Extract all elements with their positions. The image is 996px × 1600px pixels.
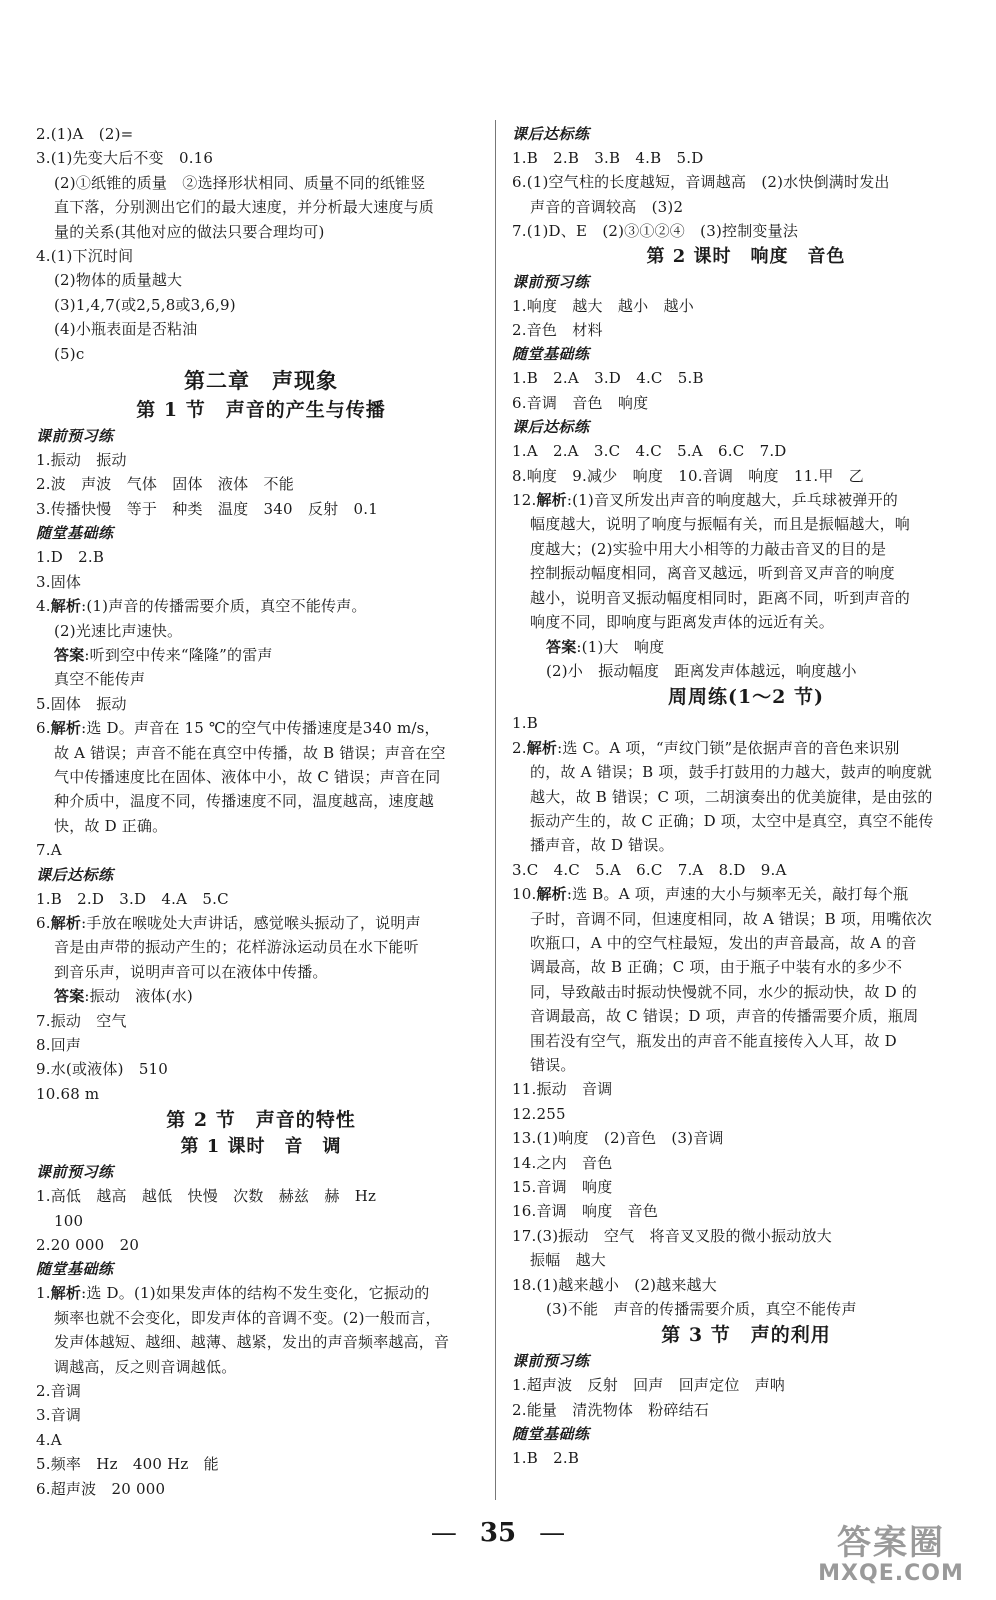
answer-line: 8.响度 9.减少 响度 10.音调 响度 11.甲 乙 (512, 466, 864, 485)
watermark-top: 答案圈 (837, 1523, 945, 1563)
section-label: 随堂基础练 (512, 345, 590, 364)
answer-line: 4.(1)下沉时间 (36, 247, 134, 266)
answer-line: 16.音调 响度 音色 (512, 1202, 659, 1221)
answer-line: (4)小瓶表面是否粘油 (54, 320, 198, 339)
answer-line: 围若没有空气，瓶发出的声音不能直接传入人耳，故 D (530, 1031, 897, 1050)
answer-line: 8.回声 (36, 1036, 82, 1054)
answer-line: 3.传播快慢 等于 种类 温度 340 反射 0.1 (36, 499, 378, 518)
answer-line: 吹瓶口，A 中的空气柱最短，发出的声音最高，故 A 的音 (530, 933, 917, 952)
section-title: 第 2 节 声音的特性 (166, 1109, 356, 1132)
answer-line: 播声音，故 D 错误。 (530, 836, 674, 855)
answer-line: 振动产生的，故 C 正确；D 项，太空中是真空，真空不能传 (530, 811, 934, 830)
answer-line: 3.固体 (36, 572, 82, 591)
section-label: 课前预习练 (36, 427, 114, 446)
answer-line: 振幅 越大 (530, 1251, 607, 1270)
answer-line: 幅度越大，说明了响度与振幅有关，而且是振幅越大，响 (530, 515, 911, 534)
answer-line: 11.振动 音调 (512, 1080, 613, 1099)
answer-line: 快，故 D 正确。 (54, 816, 168, 835)
section-label: 课后达标练 (512, 418, 590, 437)
section-title: 第 3 节 声的利用 (661, 1324, 831, 1347)
answer-line: 2.波 声波 气体 固体 液体 不能 (36, 475, 294, 494)
answer-line: 4.A (36, 1430, 62, 1449)
answer-line: 答案:振动 液体(水) (54, 987, 193, 1006)
answer-line: 的，故 A 错误；B 项，鼓手打鼓用的力越大，鼓声的响度就 (530, 763, 932, 782)
page-number: 35 (479, 1518, 517, 1548)
section-label: 课后达标练 (36, 865, 114, 884)
answer-line: 2.音调 (36, 1382, 82, 1401)
answer-line: (3)不能 声音的传播需要介质，真空不能传声 (546, 1300, 857, 1319)
answer-line: 2.能量 清洗物体 粉碎结石 (512, 1400, 710, 1419)
section-title: 周周练(1～2 节) (667, 686, 825, 709)
right-column (512, 122, 980, 1471)
answer-line: 气中传播速度比在固体、液体中小，故 C 错误；声音在同 (54, 767, 441, 786)
answer-line: 7.振动 空气 (36, 1011, 127, 1030)
answer-line: 1.B 2.A 3.D 4.C 5.B (512, 369, 704, 388)
section-label: 课前预习练 (512, 1352, 590, 1371)
answer-line: 12.解析:(1)音叉所发出声音的响度越大，乒乓球被弹开的 (512, 491, 898, 510)
answer-line: 7.A (36, 841, 62, 860)
answer-line: 3.(1)先变大后不变 0.16 (36, 149, 214, 168)
answer-line: 调最高，故 B 正确；C 项，由于瓶子中装有水的多少不 (530, 958, 903, 977)
lesson-title: 第 1 课时 音 调 (180, 1136, 342, 1158)
answer-line: 1.解析:选 D。(1)如果发声体的结构不发生变化，它振动的 (36, 1284, 430, 1303)
section-label: 随堂基础练 (512, 1425, 590, 1444)
answer-line: 越大，故 B 错误；C 项，二胡演奏出的优美旋律，是由弦的 (530, 787, 933, 806)
section-label: 课前预习练 (512, 272, 590, 291)
answer-line: 1.D 2.B (36, 548, 105, 567)
answer-line: 17.(3)振动 空气 将音叉叉股的微小振动放大 (512, 1226, 832, 1245)
answer-line: 6.解析:手放在喉咙处大声讲话，感觉喉头振动了，说明声 (36, 913, 421, 932)
answer-line: 1.高低 越高 越低 快慢 次数 赫兹 赫 Hz (36, 1187, 377, 1206)
answer-line: 12.255 (512, 1104, 566, 1123)
answer-line: 错误。 (530, 1056, 576, 1074)
watermark-bottom: MXQE.COM (818, 1561, 964, 1586)
lesson-title: 第 2 课时 响度 音色 (646, 245, 846, 267)
answer-line: 10.解析:选 B。A 项，声速的大小与频率无关，敲打每个瓶 (512, 885, 909, 904)
answer-line: 控制振动幅度相同，离音叉越远，听到音叉声音的响度 (530, 564, 895, 583)
answer-line: 1.A 2.A 3.C 4.C 5.A 6.C 7.D (512, 442, 787, 461)
column-divider (495, 120, 496, 1500)
answer-line: 1.B 2.B 3.B 4.B 5.D (512, 149, 704, 167)
answer-line: 5.固体 振动 (36, 694, 127, 713)
answer-line: 7.(1)D、E (2)③①②④ (3)控制变量法 (512, 222, 799, 241)
answer-line: 3.C 4.C 5.A 6.C 7.A 8.D 9.A (512, 860, 787, 879)
answer-line: 音是由声带的振动产生的；花样游泳运动员在水下能听 (54, 938, 419, 957)
answer-line: 答案:听到空中传来“隆隆”的雷声 (54, 645, 273, 664)
answer-line: 15.音调 响度 (512, 1178, 613, 1197)
answer-line: 4.解析:(1)声音的传播需要介质，真空不能传声。 (36, 597, 367, 616)
answer-line: (2)小 振动幅度 距离发声体越远，响度越小 (546, 661, 857, 680)
watermark-logo (806, 1524, 976, 1586)
section-title: 第 1 节 声音的产生与传播 (136, 399, 386, 422)
answer-line: 2.解析:选 C。A 项，“声纹门锁”是依据声音的音色来识别 (512, 738, 900, 757)
answer-line: 18.(1)越来越小 (2)越来越大 (512, 1275, 717, 1294)
answer-line: 响度不同，即响度与距离发声体的远近有关。 (530, 613, 835, 632)
answer-line: 调越高，反之则音调越低。 (54, 1357, 237, 1376)
answer-line: 6.超声波 20 000 (36, 1479, 166, 1498)
answer-line: 1.B 2.D 3.D 4.A 5.C (36, 889, 229, 908)
answer-line: 直下落，分别测出它们的最大速度，并分析最大速度与质 (54, 198, 435, 217)
answer-line: 子时，音调不同，但速度相同，故 A 错误；B 项，用嘴依次 (530, 909, 932, 928)
answer-line: 2.20 000 20 (36, 1236, 140, 1255)
answer-line: 10.68 m (36, 1084, 100, 1103)
answer-line: 量的关系(其他对应的做法只要合理均可) (54, 222, 325, 241)
answer-line: 故 A 错误；声音不能在真空中传播，故 B 错误；声音在空 (54, 743, 446, 762)
answer-line: (2)①纸锥的质量 ②选择形状相同、质量不同的纸锥竖 (54, 173, 426, 192)
answer-line: 1.超声波 反射 回声 回声定位 声呐 (512, 1376, 786, 1395)
answer-line: 越小，说明音叉振动幅度相同时，距离不同，听到声音的 (530, 588, 911, 607)
answer-line: 13.(1)响度 (2)音色 (3)音调 (512, 1129, 724, 1148)
answer-line: 6.解析:选 D。声音在 15 ℃的空气中传播速度是340 m/s， (36, 719, 440, 738)
section-label: 随堂基础练 (36, 524, 114, 543)
footer-dash-right: — (539, 1518, 566, 1548)
answer-line: 频率也就不会变化，即发声体的音调不变。(2)一般而言， (54, 1308, 441, 1327)
footer-dash-left: — (430, 1518, 457, 1548)
answer-line: 真空不能传声 (54, 670, 146, 689)
left-column (36, 122, 486, 1501)
answer-line: 度越大；(2)实验中用大小相等的力敲击音叉的目的是 (530, 539, 887, 558)
answer-line: 1.B (512, 714, 538, 733)
answer-line: 音调最高，故 C 错误；D 项，声音的传播需要介质，瓶周 (530, 1007, 919, 1026)
answer-line: (3)1,4,7(或2,5,8或3,6,9) (54, 295, 236, 314)
answer-line: 9.水(或液体) 510 (36, 1060, 169, 1079)
answer-line: (2)物体的质量越大 (54, 271, 183, 290)
answer-line: 3.音调 (36, 1406, 82, 1425)
chapter-title: 第二章 声现象 (184, 368, 338, 394)
section-label: 课前预习练 (36, 1163, 114, 1182)
answer-line: 1.响度 越大 越小 越小 (512, 296, 694, 315)
answer-line: (5)c (54, 344, 85, 363)
answer-line: 种介质中，温度不同，传播速度不同，温度越高，速度越 (54, 792, 435, 811)
answer-line: 发声体越短、越细、越薄、越紧，发出的声音频率越高，音 (54, 1333, 450, 1352)
answer-line: 答案:(1)大 响度 (546, 637, 665, 656)
answer-line: 5.频率 Hz 400 Hz 能 (36, 1455, 219, 1474)
answer-line: 1.B 2.B (512, 1449, 580, 1468)
answer-line: 到音乐声，说明声音可以在液体中传播。 (54, 962, 328, 981)
answer-line: 6.(1)空气柱的长度越短，音调越高 (2)水快倒满时发出 (512, 173, 890, 192)
answer-line: 100 (54, 1211, 84, 1230)
answer-line: 2.(1)A (2)= (36, 125, 134, 143)
answer-line: 6.音调 音色 响度 (512, 393, 649, 412)
answer-line: 同，导致敲击时振动快慢就不同，水少的振动快，故 D 的 (530, 982, 917, 1001)
answer-line: 2.音色 材料 (512, 321, 603, 340)
section-label: 课后达标练 (512, 125, 590, 143)
answer-line: 1.振动 振动 (36, 451, 127, 470)
answer-line: (2)光速比声速快。 (54, 621, 183, 640)
section-label: 随堂基础练 (36, 1260, 114, 1279)
answer-line: 声音的音调较高 (3)2 (530, 197, 684, 216)
answer-line: 14.之内 音色 (512, 1153, 613, 1172)
